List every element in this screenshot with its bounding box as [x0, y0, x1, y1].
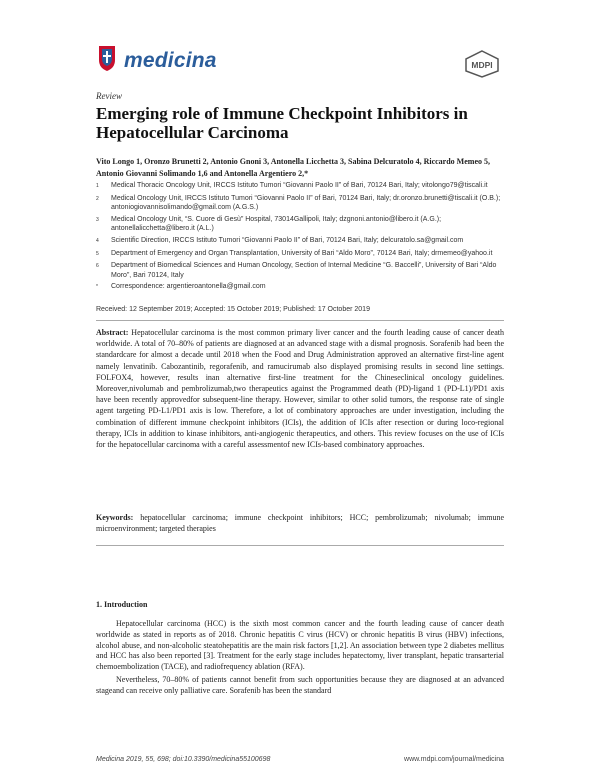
affiliation-number: 1 [96, 183, 99, 189]
affiliation-item [96, 215, 516, 234]
affiliation-text: Scientific Direction, IRCCS Istituto Tumori “Giovanni Paolo II” of Bari, 70124 Bari, Italy; delcuratolo.sa@gmail.com [111, 236, 464, 244]
affiliation-list [96, 181, 516, 295]
article-title: Emerging role of Immune Checkpoint Inhibitors in Hepatocellular Carcinoma [96, 104, 468, 142]
affiliation-text: Department of Biomedical Sciences and Human Oncology, Section of Internal Medicine “G. Baccelli”, University of Bari “Aldo Moro”, Bari 70124, Italy [111, 262, 497, 279]
abstract-label: Abstract: [96, 328, 129, 337]
keywords [96, 512, 504, 534]
author-list: Vito Longo 1, Oronzo Brunetti 2, Antonio Gnoni 3, Antonella Licchetta 3, Sabina Delcuratolo 4, Riccardo Memeo 5, Antonio Giovanni Solimando 1,6 and Antonella Argentiero 2,* [96, 157, 490, 178]
affiliation-number: 6 [96, 263, 99, 270]
keywords-label: Keywords: [96, 513, 134, 522]
affiliation-item [96, 194, 516, 213]
affiliation-text: Medical Oncology Unit, “S. Cuore di Gesù” Hospital, 73014Gallipoli, Italy; dzgnoni.antonio@libero.it (A.G.); antonellalicchetta@libero.it (A.L.) [111, 215, 442, 233]
affiliation-number: 5 [96, 250, 99, 257]
journal-name: medicina [124, 49, 217, 72]
abstract [96, 327, 504, 450]
affiliation-item [96, 249, 516, 260]
divider [96, 320, 504, 321]
affiliation-number: * [96, 284, 98, 291]
section-heading: 1. Introduction [96, 600, 148, 609]
correspondence-email: Correspondence: argentieroantonella@gmail.com [111, 283, 266, 291]
article-type: Review [96, 91, 122, 101]
medicina-logo-icon [96, 44, 118, 72]
abstract-text: Hepatocellular carcinoma is the most common primary liver cancer and the fourth leading cause of cancer death worldwide. A total of 70–80% of patients are diagnosed at an advanced stage with a dismal prognosis. Sorafenib had been the standardcare for almost a decade until 2018 when the Food and Drug Administration approved an alternative first-line agent namely lenvatinib. Cabozantinib, regorafenib, and ramucirumab also displayed promising results in second line settings. FOLFOX4, however, results inan alternative first-line treatment for the Chineseclinical oncology guidelines. Moreover,nivolumab and pembrolizumab,two therapeutics against the Programmed death (PD)-ligand 1 (PD-L1)/PD1 axis have been recently approvedfor subsequent-line therapy. However, similar to other solid tumors, the response rate of single agent targeting PD-L1/PD1 axis is low. Therefore, a lot of combinatory approaches are under investigation, including the combination of different immune checkpoint inhibitors (ICIs), the addition of ICIs after resection or during loco-regional therapy, ICIs in addition to kinase inhibitors, anti-angiogenic therapeutics, and others. This review focuses on the use of ICIs for the hepatocellular carcinoma with a careful assessmentof new ICIs-based combinatory approaches. [96, 328, 504, 450]
footer-citation: Medicina 2019, 55, 698; doi:10.3390/medicina55100698 [96, 756, 271, 763]
affiliation-number: 2 [96, 195, 99, 202]
affiliation-text: Medical Oncology Unit, IRCCS Istituto Tumori “Giovanni Paolo II” of Bari, 70124 Bari, Italy; dr.oronzo.brunetti@tiscali.it (O.B.); antoniogiovannisolimando@gmail.com (A.G.S.) [111, 194, 501, 212]
footer-url[interactable]: www.mdpi.com/journal/medicina [404, 756, 504, 763]
affiliation-text: Medical Thoracic Oncology Unit, IRCCS Istituto Tumori “Giovanni Paolo II” of Bari, 70124 Bari, Italy; vitolongo79@tiscali.it [111, 182, 488, 189]
keywords-text: hepatocellular carcinoma; immune checkpoint inhibitors; HCC; pembrolizumab; nivolumab; immune microenvironment; targeted therapies [96, 513, 505, 534]
affiliation-item [96, 282, 516, 293]
affiliation-item [96, 261, 516, 280]
affiliation-text: Department of Emergency and Organ Transplantation, University of Bari “Aldo Moro”, 70124 Bari, Italy; drmemeo@yahoo.it [111, 249, 493, 257]
publication-dates: Received: 12 September 2019; Accepted: 15 October 2019; Published: 17 October 2019 [96, 306, 370, 313]
divider [96, 545, 504, 546]
paragraph: Nevertheless, 70–80% of patients cannot benefit from such opportunities because they are diagnosed at an advanced stageand can receive only palliative care. Sorafenib has been the standard [96, 674, 504, 695]
introduction-body [96, 619, 504, 699]
affiliation-number: 3 [96, 216, 99, 223]
affiliation-number: 4 [96, 237, 99, 244]
paragraph: Hepatocellular carcinoma (HCC) is the sixth most common cancer and the fourth leading cause of cancer death worldwide as stated in reports as of 2018. Chronic hepatitis C virus (HCV) or chronic hepatitis B virus (HBV) infections, alcohol abuse, and non-alcoholic steatohepatitis are the main risk factors [1,2]. An association between type 2 diabetes mellitus and HCC has also been reported [3]. Treatment for the early stage includes hepatectomy, liver transplant, hepatic transarterial chemoembolization (TACE), and radiofrequency ablation (RFA). [96, 619, 504, 672]
affiliation-item [96, 236, 516, 247]
mdpi-logo-icon [464, 50, 500, 78]
affiliation-item [96, 181, 516, 192]
mdpi-logo-text: MDPI [471, 60, 493, 70]
